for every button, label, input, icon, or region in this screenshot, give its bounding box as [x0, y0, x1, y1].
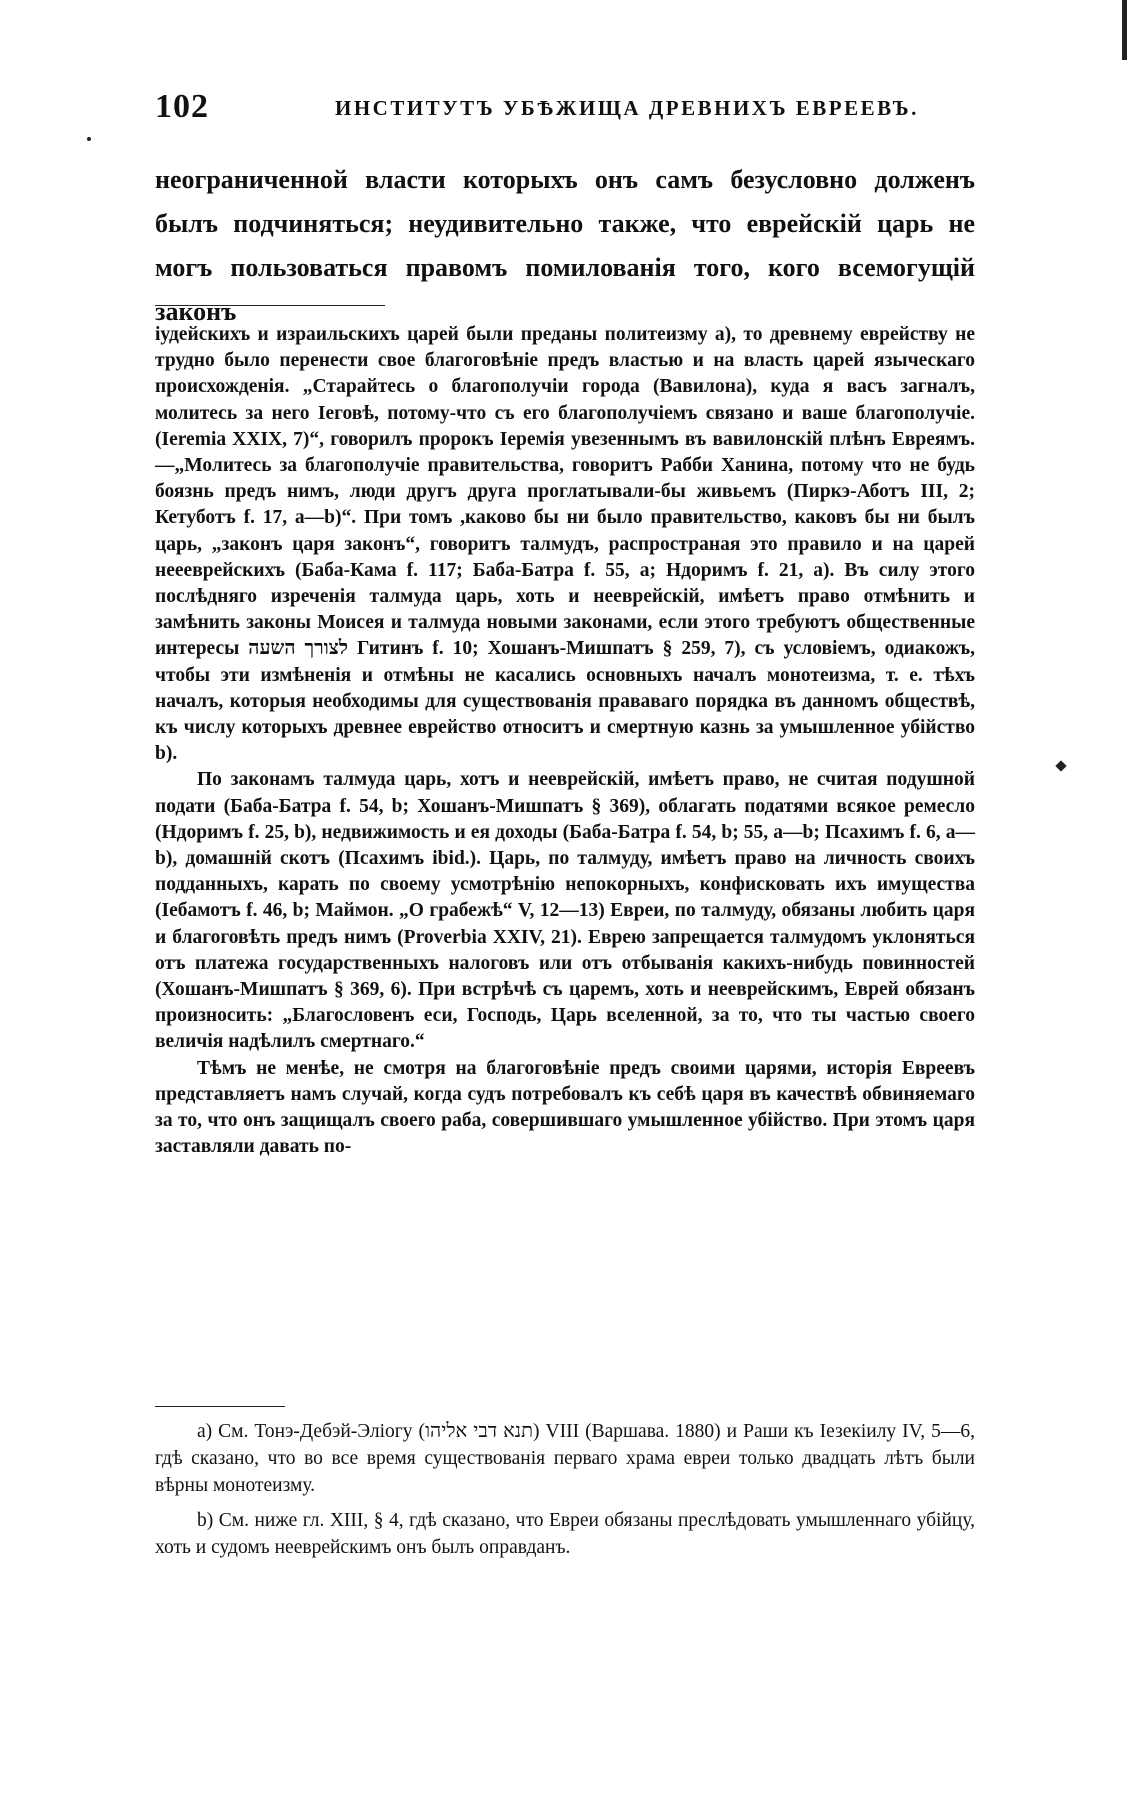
footnote-continuation	[155, 322, 975, 1161]
margin-mark	[1055, 760, 1066, 771]
footnotes-block	[155, 1418, 975, 1569]
separator-rule	[155, 305, 385, 306]
page-number: 102	[155, 88, 209, 125]
footnote-paragraph-1: іудейскихъ и израильскихъ царей были преданы политеизму а), то древнему еврейству не трудно было перенести свое благоговѣніе предъ властью и на власть царей языческаго происхожденія. „Старайтесь о благополучіи города (Вавилона), куда я васъ загналъ, молитесь за него Іеговѣ, потому-что съ его благополучіемъ связано и ваше благополучіе. (Ieremia XXIX, 7)“, говорилъ пророкъ Іеремія увезеннымъ въ вавилонскій плѣнъ Евреямъ.—„Молитесь за благополучіе правительства, говоритъ Рабби Ханина, потому что не будь боязнь предъ нимъ, люди другъ друга проглатывали-бы живьемъ (Пиркэ-Аботъ III, 2; Кетуботъ f. 17, a—b)“. При томъ ,каково бы ни было правительство, каковъ бы ни былъ царь, „законъ царя законъ“, говоритъ талмудъ, распространая это правило и на царей неееврейскихъ (Баба-Кама f. 117; Баба-Батра f. 55, a; Ндоримъ f. 21, a). Въ силу этого послѣдняго изреченія талмуда царь, хоть и нееврейскій, имѣетъ право отмѣнить и замѣнить законы Моисея и талмуда новыми законами, если этого требуютъ общественные интересы לצורך השעה Гитинъ f. 10; Хошанъ-Мишпатъ § 259, 7), съ условіемъ, одиакожъ, чтобы эти измѣненія и отмѣны не касались основныхъ началъ монотеизма, т. е. тѣхъ началъ, которыя необходимы для существованія прававаго порядка въ данномъ обществѣ, къ числу которыхъ древнее еврейство относитъ и смертную казнь за умышленное убійство b).	[155, 324, 975, 765]
footnote-paragraph-2: По законамъ талмуда царь, хотъ и нееврейскій, имѣетъ право, не считая подушной подати (Баба-Батра f. 54, b; Хошанъ-Мишпатъ § 369), облагать податями всякое ремесло (Ндоримъ f. 25, b), недвижимость и ея доходы (Баба-Батра f. 54, b; 55, a—b; Псахимъ f. 6, a—b), домашній скотъ (Псахимъ ibid.). Царь, по талмуду, имѣетъ право на личность своихъ подданныхъ, карать по своему усмотрѣнію непокорныхъ, конфисковать ихъ имущества (Іебамотъ f. 46, b; Маймон. „О грабежѣ“ V, 12—13) Евреи, по талмуду, обязаны любить царя и благоговѣть предъ нимъ (Proverbia XXIV, 21). Еврею запрещается талмудомъ уклоняться отъ платежа государственныхъ налоговъ или отъ отбыванія какихъ-нибудь повинностей (Хошанъ-Мишпатъ § 369, 6). При встрѣчѣ съ царемъ, хоть и нееврейскимъ, Еврей обязанъ произносить: „Благословенъ еси, Господь, Царь вселенной, за то, что ты частью своего величія надѣлилъ смертнаго.“	[155, 769, 975, 1053]
running-head	[155, 88, 975, 128]
footnote-b: b) См. ниже гл. XIII, § 4, гдѣ сказано, что Евреи обязаны преслѣдовать умышленнаго убійцу, хоть и судомъ нееврейскимъ онъ былъ оправданъ.	[155, 1510, 975, 1558]
footnote-paragraph-3: Тѣмъ не менѣе, не смотря на благоговѣніе предъ своими царями, исторія Евреевъ представляетъ намъ случай, когда судъ потребовалъ къ себѣ царя въ качествѣ обвиняемаго за то, что онъ защищалъ своего раба, совершившаго умышленное убійство. При этомъ царя заставляли давать по-	[155, 1057, 975, 1158]
footnote-a: а) См. Тонэ-Дебэй-Эліогу (תנא דבי אליהו) VIII (Варшава. 1880) и Раши къ Іезекіилу IV, 5—6, гдѣ сказано, что во все время существованія перваго храма евреи только двадцать лѣтъ были вѣрны монотеизму.	[155, 1421, 976, 1496]
running-title: ИНСТИТУТЪ УБѢЖИЩА ДРЕВНИХЪ ЕВРЕЕВЪ.	[335, 96, 919, 120]
footnote-rule	[155, 1406, 285, 1407]
main-text-paragraph: неограниченной власти которыхъ онъ самъ безусловно долженъ былъ подчиняться; неудивительно также, что еврейскій царь не могъ пользоваться правомъ помилованія того, кого всемогущій законъ	[155, 165, 975, 326]
scan-edge	[1122, 0, 1127, 60]
main-text-block	[155, 158, 975, 334]
scan-speck	[87, 137, 91, 141]
